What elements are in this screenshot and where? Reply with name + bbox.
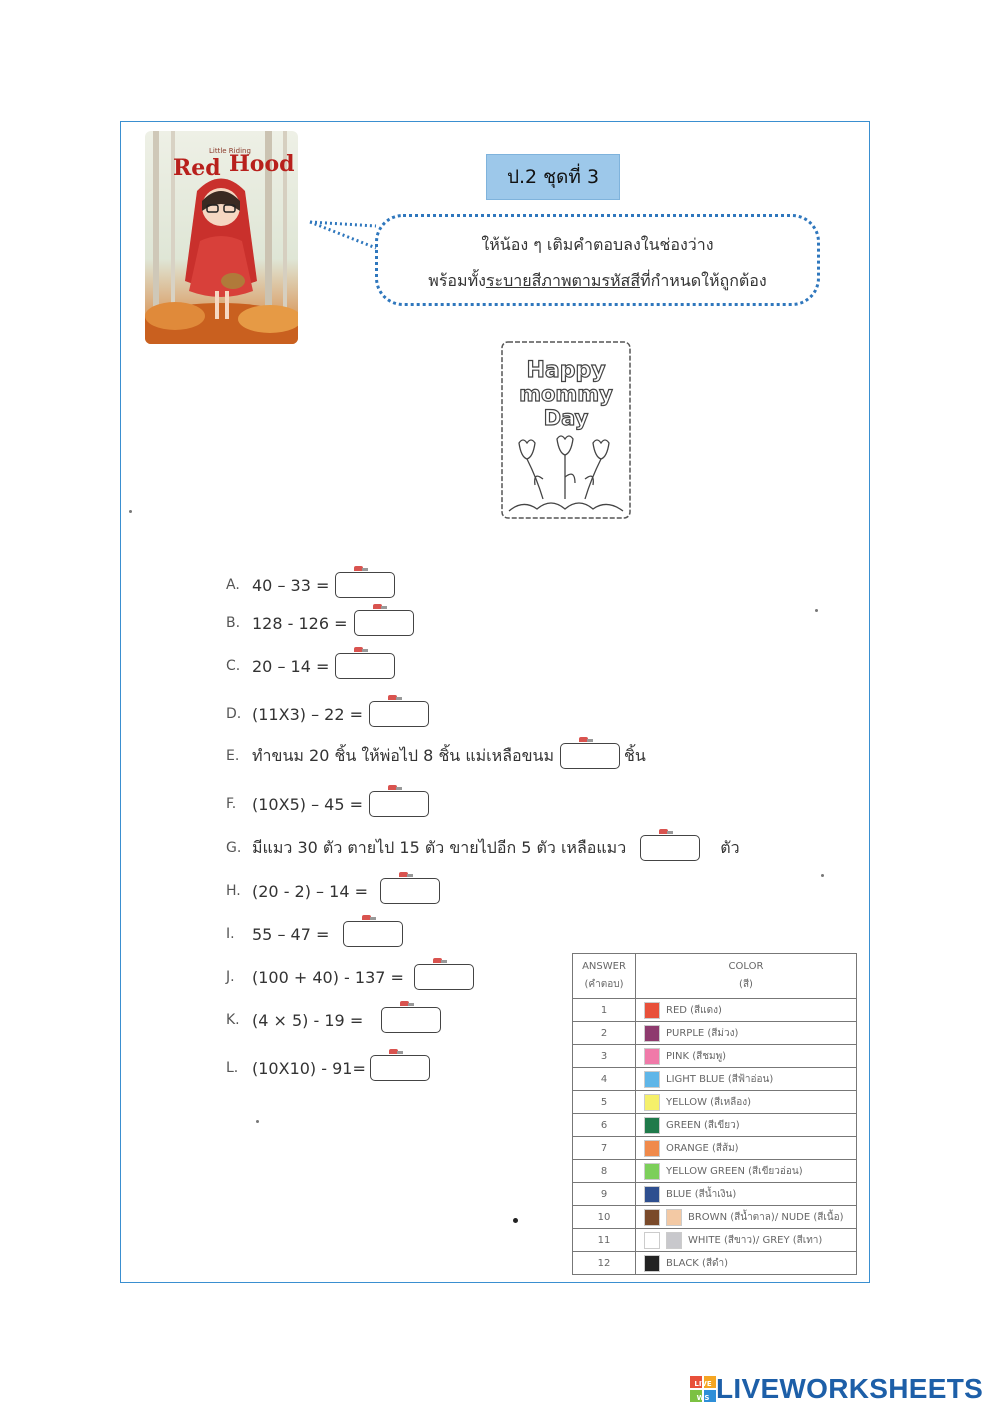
color-name: YELLOW (สีเหลือง): [666, 1096, 752, 1108]
question-text: 128 - 126 =: [252, 613, 348, 633]
cover-title-hood: Hood: [229, 151, 295, 177]
color-number: 1: [573, 999, 636, 1022]
color-swatch: [644, 1163, 660, 1180]
color-number: 9: [573, 1183, 636, 1206]
answer-box-g[interactable]: [640, 835, 700, 861]
question-text: (10X5) – 45 =: [252, 794, 364, 814]
color-cell: [636, 999, 857, 1022]
color-swatch: [644, 1025, 660, 1042]
color-swatch: [644, 1094, 660, 1111]
color-row: [573, 1137, 857, 1160]
color-cell: [636, 1045, 857, 1068]
answer-box-e[interactable]: [560, 743, 620, 769]
color-row: [573, 1229, 857, 1252]
cover-title-small: Little Riding: [209, 147, 251, 155]
question-c: [226, 652, 395, 680]
question-g: [226, 834, 740, 862]
color-name: RED (สีแดง): [666, 1004, 722, 1016]
question-l: [226, 1054, 430, 1082]
color-name: BLACK (สีดำ): [666, 1257, 729, 1269]
color-swatch-secondary: [666, 1232, 682, 1249]
question-text: (20 - 2) – 14 =: [252, 881, 368, 901]
liveworksheets-logo[interactable]: [690, 1372, 983, 1406]
instruction-bubble: [375, 214, 820, 306]
question-a: [226, 571, 395, 599]
color-number: 10: [573, 1206, 636, 1229]
coloring-card-drawing: [499, 339, 633, 521]
question-letter: C.: [226, 658, 241, 674]
answer-box-d[interactable]: [369, 701, 429, 727]
question-text: 40 – 33 =: [252, 575, 330, 595]
answer-box-k[interactable]: [381, 1007, 441, 1033]
answer-box-b[interactable]: [354, 610, 414, 636]
red-riding-hood-cover: [145, 131, 298, 344]
question-k: [226, 1006, 441, 1034]
speck: [815, 609, 818, 612]
color-cell: [636, 1206, 857, 1229]
color-name: WHITE (สีขาว)/ GREY (สีเทา): [688, 1234, 823, 1246]
color-number: 4: [573, 1068, 636, 1091]
color-name: YELLOW GREEN (สีเขียวอ่อน): [666, 1165, 803, 1177]
answer-box-i[interactable]: [343, 921, 403, 947]
question-text: มีแมว 30 ตัว ตายไป 15 ตัว ขายไปอีก 5 ตัว เหลือแมว: [252, 837, 627, 857]
svg-text:LIVE: LIVE: [694, 1380, 712, 1388]
color-row: [573, 1022, 857, 1045]
color-code-table: [572, 953, 857, 1275]
card-text-day: Day: [543, 406, 589, 430]
answer-box-f[interactable]: [369, 791, 429, 817]
answer-box-c[interactable]: [335, 653, 395, 679]
question-letter: I.: [226, 926, 235, 942]
question-b: [226, 609, 414, 637]
color-swatch: [644, 1117, 660, 1134]
question-letter: L.: [226, 1060, 239, 1076]
color-number: 2: [573, 1022, 636, 1045]
color-number: 7: [573, 1137, 636, 1160]
answer-box-j[interactable]: [414, 964, 474, 990]
color-name: BROWN (สีน้ำตาล)/ NUDE (สีเนื้อ): [688, 1211, 844, 1223]
answer-column-header: ANSWER (คำตอบ): [573, 954, 636, 999]
question-e: [226, 742, 646, 770]
speck: [129, 510, 132, 513]
color-row: [573, 1045, 857, 1068]
question-text: (10X10) - 91=: [252, 1058, 366, 1078]
color-swatch: [644, 1002, 660, 1019]
color-cell: [636, 1068, 857, 1091]
question-i: [226, 920, 403, 948]
color-cell: [636, 1022, 857, 1045]
card-text-happy: Happy: [526, 358, 606, 383]
color-name: PINK (สีชมพู): [666, 1050, 727, 1062]
question-letter: F.: [226, 796, 237, 812]
question-h: [226, 877, 440, 905]
color-cell: [636, 1229, 857, 1252]
question-letter: K.: [226, 1012, 240, 1028]
question-letter: H.: [226, 883, 241, 899]
question-letter: G.: [226, 840, 242, 856]
color-name: PURPLE (สีม่วง): [666, 1027, 739, 1039]
question-f: [226, 790, 429, 818]
color-row: [573, 1068, 857, 1091]
color-cell: [636, 1183, 857, 1206]
question-text: (11X3) – 22 =: [252, 704, 364, 724]
instruction-line-2: [378, 269, 817, 294]
question-letter: D.: [226, 706, 242, 722]
card-text-mommy: mommy: [519, 382, 613, 406]
color-number: 12: [573, 1252, 636, 1275]
instruction-line-2-underlined: ระบายสีภาพตามรหัสสี: [485, 271, 641, 290]
question-letter: E.: [226, 748, 240, 764]
color-number: 6: [573, 1114, 636, 1137]
color-cell: [636, 1137, 857, 1160]
color-name: ORANGE (สีส้ม): [666, 1142, 739, 1154]
speech-pointer: [308, 218, 380, 258]
color-number: 8: [573, 1160, 636, 1183]
color-swatch: [644, 1186, 660, 1203]
color-swatch: [644, 1255, 660, 1272]
question-d: [226, 700, 429, 728]
speck: [821, 874, 824, 877]
color-name: LIGHT BLUE (สีฟ้าอ่อน): [666, 1073, 774, 1085]
question-j: [226, 963, 474, 991]
cover-title-red: Red: [173, 155, 221, 181]
color-swatch: [644, 1071, 660, 1088]
cover-illustration: [145, 131, 298, 344]
color-row: [573, 1183, 857, 1206]
speck: [513, 1218, 518, 1223]
question-text: ทำขนม 20 ชิ้น ให้พ่อไป 8 ชิ้น แม่เหลือขนม: [252, 745, 555, 765]
color-swatch: [644, 1232, 660, 1249]
worksheet-title: ป.2 ชุดที่ 3: [486, 154, 620, 200]
instruction-line-2-post: ที่กำหนดให้ถูกต้อง: [640, 271, 767, 290]
color-swatch: [644, 1140, 660, 1157]
color-row: [573, 1252, 857, 1275]
question-text: 55 – 47 =: [252, 924, 330, 944]
color-name: GREEN (สีเขียว): [666, 1119, 740, 1131]
svg-text:WS: WS: [696, 1394, 710, 1402]
question-letter: J.: [226, 969, 235, 985]
answer-box-a[interactable]: [335, 572, 395, 598]
color-column-header: COLOR (สี): [636, 954, 857, 999]
color-cell: [636, 1091, 857, 1114]
color-row: [573, 999, 857, 1022]
liveworksheets-badge-icon: [690, 1376, 716, 1402]
color-number: 11: [573, 1229, 636, 1252]
color-row: [573, 1091, 857, 1114]
instruction-line-2-pre: พร้อมทั้ง: [428, 271, 486, 290]
color-cell: [636, 1160, 857, 1183]
answer-box-h[interactable]: [380, 878, 440, 904]
color-swatch: [644, 1209, 660, 1226]
question-text: (100 + 40) - 137 =: [252, 967, 404, 987]
liveworksheets-brand-text: LIVEWORKSHEETS: [716, 1373, 984, 1404]
color-number: 3: [573, 1045, 636, 1068]
question-unit: ตัว: [720, 837, 740, 857]
color-row: [573, 1114, 857, 1137]
color-swatch: [644, 1048, 660, 1065]
instruction-line-1: ให้น้อง ๆ เติมคำตอบลงในช่องว่าง: [481, 235, 714, 254]
color-cell: [636, 1252, 857, 1275]
color-name: BLUE (สีน้ำเงิน): [666, 1188, 737, 1200]
question-text: 20 – 14 =: [252, 656, 330, 676]
color-number: 5: [573, 1091, 636, 1114]
coloring-card: [499, 339, 633, 521]
answer-box-l[interactable]: [370, 1055, 430, 1081]
color-swatch-secondary: [666, 1209, 682, 1226]
speck: [256, 1120, 259, 1123]
question-text: (4 × 5) - 19 =: [252, 1010, 364, 1030]
question-letter: B.: [226, 615, 241, 631]
color-cell: [636, 1114, 857, 1137]
question-letter: A.: [226, 577, 240, 593]
question-unit: ชิ้น: [624, 745, 646, 765]
color-row: [573, 1206, 857, 1229]
color-row: [573, 1160, 857, 1183]
